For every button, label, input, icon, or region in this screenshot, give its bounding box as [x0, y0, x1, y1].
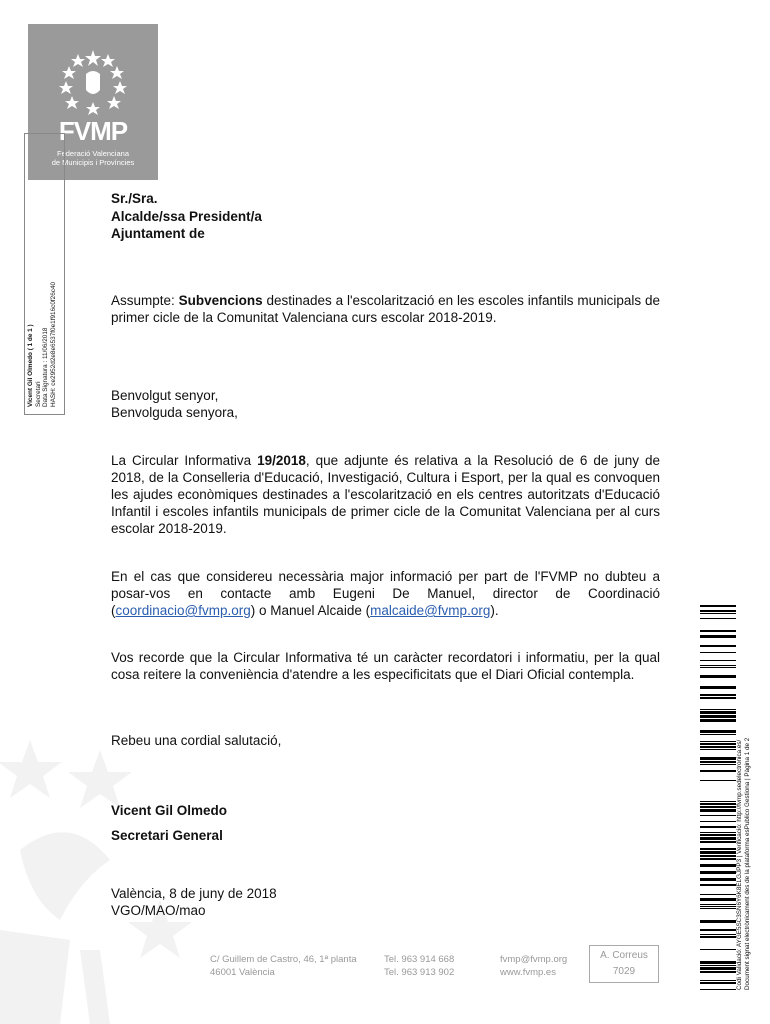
body-paragraph-2: [111, 568, 660, 619]
barcode-bar: [700, 936, 736, 938]
barcode: [700, 605, 736, 990]
barcode-bar: [700, 858, 736, 860]
signature-hash: HASH: ce2952d2e8e6537f0e1f916c0f26c40: [49, 281, 57, 407]
barcode-bar: [700, 834, 736, 836]
barcode-bar: [700, 841, 736, 843]
footer-email[interactable]: fvmp@fvmp.org: [500, 954, 568, 965]
barcode-bar: [700, 871, 736, 874]
address-line3: Ajuntament de: [111, 226, 205, 241]
place-date: València, 8 de juny de 2018: [111, 886, 277, 901]
barcode-bar: [700, 610, 736, 612]
barcode-bar: [700, 749, 736, 750]
barcode-bar: [700, 989, 736, 990]
barcode-bar: [700, 618, 736, 619]
barcode-bar: [700, 667, 736, 668]
barcode-bar: [700, 848, 736, 850]
reference: VGO/MAO/mao: [111, 903, 206, 918]
postal-box-stamp: [589, 945, 659, 983]
malcaide-email-link[interactable]: malcaide@fvmp.org: [370, 603, 491, 618]
footer-address: [210, 953, 357, 979]
verification-line1: Codi Validació: AYGE5SC3SN6Y6K8ELGJPP3 | Verificació: http://fvmp.sedelectronica.es/: [736, 739, 743, 990]
para2-text1: En el cas que considereu necessària major informació per part de l'FVMP no dubteu a posar-vos en contacte amb Eugeni De Manuel, director de Coordinació (: [111, 569, 660, 618]
barcode-bar: [700, 719, 736, 722]
barcode-bar: [700, 894, 736, 895]
barcode-bar: [700, 965, 736, 966]
body-paragraph-3: Vos recorde que la Circular Informativa té un caràcter recordatori i informatiu, per la qual cosa reitere la conveniència d'atendre a les especificitats que el Diari Oficial contempla.: [111, 650, 660, 682]
barcode-bar: [700, 967, 736, 970]
barcode-bar: [700, 980, 736, 981]
greeting-line2: Benvolguda senyora,: [111, 405, 238, 420]
barcode-bar: [700, 806, 736, 808]
barcode-bar: [700, 961, 736, 964]
barcode-bar: [700, 746, 736, 748]
signer-role: Secretari: [34, 381, 42, 407]
barcode-bar: [700, 715, 736, 718]
barcode-bar: [700, 743, 736, 745]
address-line2: Alcalde/ssa President/a: [111, 208, 262, 224]
barcode-bar: [700, 801, 736, 802]
barcode-bar: [700, 711, 736, 714]
subject-paragraph: [111, 292, 660, 326]
barcode-bar: [700, 906, 736, 907]
barcode-bar: [700, 757, 736, 760]
barcode-bar: [700, 652, 736, 653]
barcode-bar: [700, 934, 736, 935]
barcode-bar: [700, 803, 736, 805]
signer-name: Vicent Gil Olmedo: [111, 803, 228, 818]
barcode-bar: [700, 660, 736, 661]
footer-city: 46001 València: [210, 967, 275, 978]
circular-number: 19/2018: [257, 453, 306, 468]
watermark-crest: [0, 710, 210, 1024]
barcode-bar: [700, 949, 736, 950]
signer-title: Secretari General: [111, 828, 223, 843]
barcode-bar: [700, 694, 736, 696]
place-date-block: [111, 885, 277, 919]
barcode-bar: [700, 741, 736, 742]
barcode-bar: [700, 686, 736, 689]
barcode-bar: [700, 709, 736, 710]
barcode-bar: [700, 832, 736, 833]
barcode-bar: [700, 826, 736, 828]
barcode-bar: [700, 764, 736, 765]
barcode-bar: [700, 734, 736, 735]
signature-info: [27, 137, 57, 407]
barcode-bar: [700, 780, 736, 781]
signer-line: Vicent Gil Olmedo ( 1 de 1 ): [27, 324, 34, 407]
footer-tel2: Tel. 963 913 902: [384, 967, 455, 978]
signature-date: Data Signatura : 11/06/2018: [42, 327, 49, 407]
barcode-bar: [700, 971, 736, 973]
barcode-bar: [700, 982, 736, 984]
logo-acronym: FVMP: [58, 116, 128, 146]
barcode-bar: [700, 613, 736, 614]
barcode-bar: [700, 855, 736, 857]
barcode-bar: [700, 809, 736, 812]
greeting-line1: Benvolgut senyor,: [111, 388, 219, 403]
barcode-bar: [700, 878, 736, 881]
footer-contact: [500, 953, 567, 979]
coordination-email-link[interactable]: coordinacio@fvmp.org: [115, 603, 251, 618]
logo-name-line1: Federació Valenciana: [57, 149, 129, 158]
barcode-bar: [700, 761, 736, 763]
subject-label: Assumpte:: [111, 293, 175, 308]
body-paragraph-1: [111, 452, 660, 537]
barcode-bar: [700, 904, 736, 905]
barcode-bar: [700, 630, 736, 632]
barcode-bar: [700, 851, 736, 854]
stamp-label: A. Correus: [600, 950, 648, 961]
barcode-bar: [700, 697, 736, 699]
para2-text2: ) o Manuel Alcaide (: [250, 603, 371, 618]
barcode-bar: [700, 730, 736, 733]
barcode-bar: [700, 929, 736, 931]
barcode-bar: [700, 665, 736, 666]
barcode-bar: [700, 920, 736, 923]
address-line1: Sr./Sra.: [111, 191, 158, 206]
barcode-bar: [700, 605, 736, 607]
barcode-bar: [700, 884, 736, 886]
barcode-bar: [700, 635, 736, 638]
logo-name-line2: de Municipis i Províncies: [51, 158, 135, 167]
subject-text: destinades a l'escolarització en les escoles infantils municipals de primer cicle de la Comunitat Valenciana curs escolar 2018-2019.: [111, 293, 660, 325]
recipient-address: [111, 190, 262, 243]
footer-web[interactable]: www.fvmp.es: [500, 967, 556, 978]
para2-text3: ).: [490, 603, 499, 618]
barcode-bar: [700, 821, 736, 822]
subject-bold: Subvencions: [178, 293, 263, 308]
stars-crest-icon: [28, 24, 158, 116]
stamp-number: 7029: [612, 966, 636, 977]
verification-text: [736, 660, 751, 990]
barcode-bar: [700, 815, 736, 816]
para1-before: La Circular Informativa: [111, 453, 252, 468]
barcode-bar: [700, 898, 736, 901]
barcode-bar: [700, 908, 736, 909]
closing: Rebeu una cordial salutació,: [111, 733, 282, 748]
verification-line2: Document signat electrònicament des de la plataforma esPublico Gestiona | Pàgina 1 de 2: [743, 737, 751, 990]
para1-after: , que adjunte és relativa a la Resolució de 6 de juny de 2018, de la Conselleria d'Educació, Investigació, Cultura i Esport, per la qual es convoquen les ajudes econòmiques destinades a l'escolarització en els centres autoritzats d'Educació Infantil i escoles infantils municipals de primer cicle de la Comunitat Valenciana per al curs escolar 2018-2019.: [111, 453, 660, 536]
footer-tel1: Tel. 963 914 668: [384, 954, 455, 965]
barcode-bar: [700, 864, 736, 867]
footer-street: C/ Guillem de Castro, 46, 1ª planta: [210, 954, 357, 965]
barcode-bar: [700, 675, 736, 678]
barcode-bar: [700, 837, 736, 840]
footer-phones: [384, 953, 454, 979]
barcode-bar: [700, 645, 736, 647]
greeting: [111, 387, 238, 421]
barcode-bar: [700, 770, 736, 772]
